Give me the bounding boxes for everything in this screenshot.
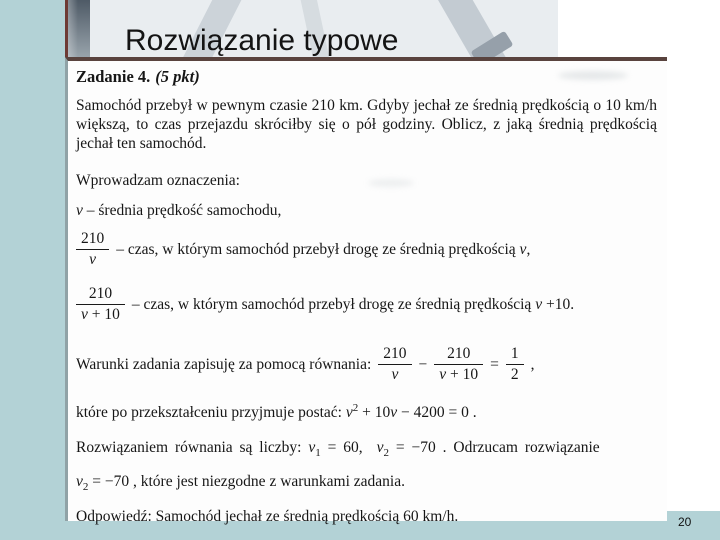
v2-value: = −70 . [389,439,447,457]
task-heading-main: Zadanie 4. [76,67,151,86]
left-accent-band [0,0,65,540]
notation-intro: Wprowadzam oznaczenia: [76,172,240,189]
subscript-1: 1 [315,447,321,460]
equation-label: Warunki zadania zapisuję za pomocą równania: [76,355,372,373]
transformed-label: które po przekształceniu przyjmuje postać: [76,404,346,422]
den-var: v [81,305,88,323]
fraction-210-over-v-plus-10 [76,285,125,324]
var-v2: v [376,439,384,457]
time1-desc: – czas, w którym samochód przebył drogę ze średnią prędkością [116,240,520,258]
fraction-numerator: 210 [76,285,125,305]
time2-text [132,295,574,314]
subscript-2: 2 [82,481,89,494]
definition-v-text: – średnia prędkość samochodu, [82,202,282,219]
equation-tail: , [530,355,535,373]
time2-desc: – czas, w którym samochód przebył drogę ze średnią prędkością [131,295,536,313]
den-var: v [89,250,97,268]
scanned-solution-document [65,57,667,526]
problem-statement: Samochód przebył w pewnym czasie 210 km. Gdyby jechał ze średnią prędkością o 10 km/h większą, to czas przejazdu skróciłby się o pół godziny. Oblicz, z jaką średnią prędkością jechał ten samochód. [76,97,657,152]
equals-sign: = [490,355,499,373]
v2-group [376,439,447,460]
time1-text [116,240,530,259]
var-v: v [345,404,353,422]
fraction-210-over-v [76,230,109,269]
scan-artifact [558,71,628,80]
eq-fraction-half [506,345,524,384]
transformed-mid: + 10 [358,404,391,422]
v1-value: = 60, [320,439,363,457]
fraction-denominator [434,365,483,384]
den-var: v [439,365,447,383]
answer-line: Odpowiedź: Samochód jechał ze średnią prędkością 60 km/h. [76,508,459,526]
fraction-numerator: 210 [76,230,109,250]
exponent: 2 [352,402,359,414]
fraction-denominator [378,365,411,384]
var-v: v [519,240,527,258]
var-v: v [535,295,543,313]
fraction-denominator [76,305,125,324]
var-v: v [390,404,398,422]
title-gradient-bar [68,0,90,57]
time2-line [76,282,657,326]
fraction-numerator: 1 [506,345,524,365]
den-var: v [391,365,399,383]
fraction-denominator [76,250,109,269]
time1-tail: , [526,240,531,258]
den-rest: 2 [510,365,519,383]
var-v: v [76,202,83,219]
scan-artifact [368,179,414,187]
var-v2: v [76,473,83,491]
var-v1: v [308,439,316,457]
solutions-tail: Odrzucam rozwiązanie [446,439,600,457]
rejection-text: = −70 , które jest niezgodne z warunkami zadania. [88,473,405,491]
solutions-line [76,438,657,463]
subscript-2: 2 [383,447,390,460]
slide-title: Rozwiązanie typowe [125,24,399,57]
page-number: 20 [678,515,692,529]
equation-line [76,340,657,388]
fraction-numerator: 210 [434,345,483,365]
fraction-denominator [506,365,524,384]
time2-tail: +10. [542,295,575,313]
den-rest: + 10 [87,305,120,323]
solutions-label: Rozwiązaniem równania są liczby: [76,439,309,457]
minus-sign: − [418,355,428,373]
transformed-equation-line [76,397,657,424]
transformed-end: − 4200 = 0 . [397,404,477,422]
den-rest: + 10 [446,365,479,383]
eq-fraction-1 [378,345,411,384]
task-heading-points: (5 pkt) [155,67,200,86]
fraction-numerator: 210 [378,345,411,365]
time1-line [76,227,657,271]
rejection-line [76,472,657,497]
definition-v [76,201,657,220]
eq-fraction-2 [434,345,483,384]
